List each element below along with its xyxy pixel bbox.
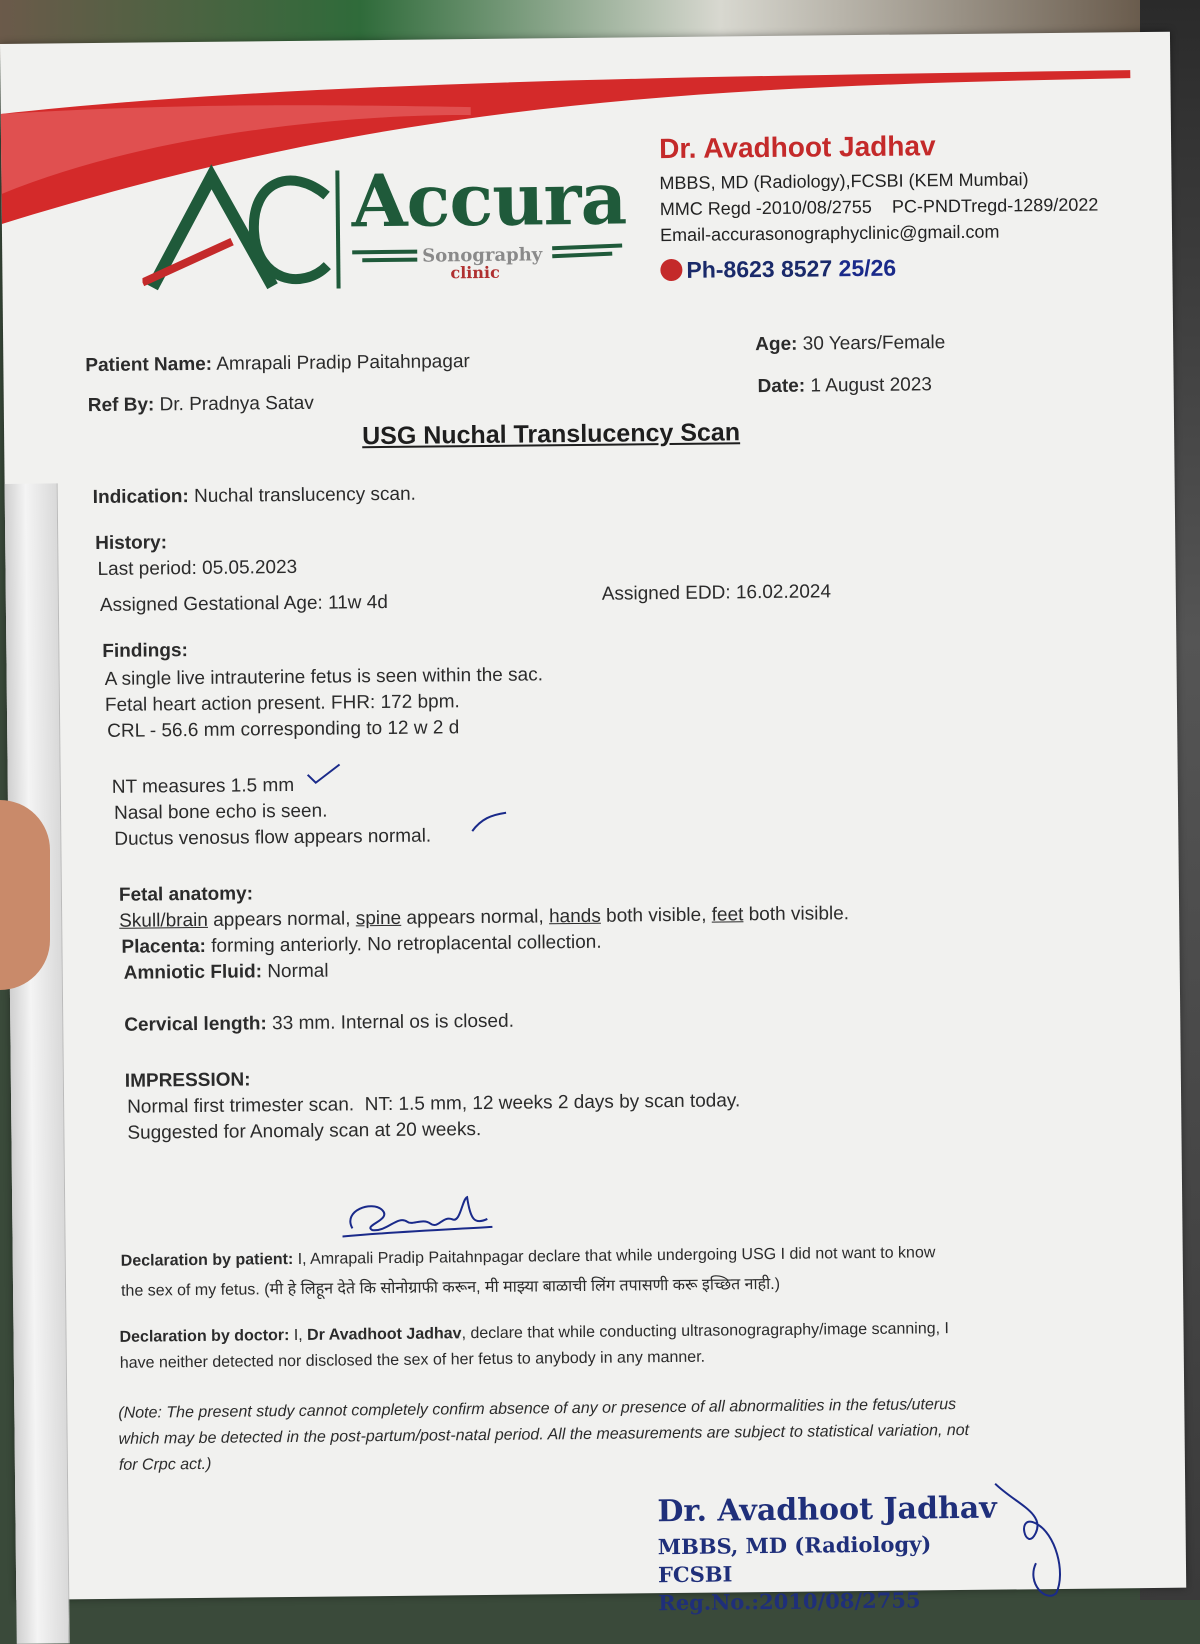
stamp-fcsbi: FCSBI — [657, 1561, 733, 1588]
phone-handwritten-suffix: 25/26 — [838, 254, 897, 282]
doctor-stamp — [657, 1489, 998, 1618]
last-period: Last period: 05.05.2023 — [97, 556, 298, 581]
indication-label: Indication: — [92, 486, 189, 509]
note-line: which may be detected in the post-partum/post-natal period. All the measurements are subject to statistical variation, not — [118, 1421, 970, 1448]
doctor-email: Email-accurasonographyclinic@gmail.com — [659, 221, 1000, 246]
finding-line: A single live intrauterine fetus is seen within the sac. — [104, 664, 544, 690]
ref-by: Dr. Pradnya Satav — [159, 392, 314, 416]
doctor-name: Dr. Avadhoot Jadhav — [658, 130, 936, 165]
patient-name-label: Patient Name: — [85, 353, 213, 377]
holding-thumb — [0, 800, 50, 990]
report-paper — [0, 32, 1186, 1616]
patient-signature — [342, 1179, 503, 1241]
indication: Nuchal translucency scan. — [193, 483, 416, 507]
doctor-declaration-text: I, — [289, 1326, 308, 1345]
doctor-declaration-text: , declare that while conducting ultrasonogragraphy/image scanning, I — [461, 1320, 949, 1343]
age-label: Age: — [755, 333, 798, 356]
placenta-row — [121, 932, 601, 959]
patient-declaration-label: Declaration by patient: — [120, 1250, 294, 1270]
doctor-registration: MMC Regd -2010/08/2755 PC-PNDTregd-1289/2022 — [659, 194, 1099, 220]
clinic-sub-sonography: Sonography — [422, 244, 543, 267]
nt-line: NT measures 1.5 mm — [111, 774, 295, 798]
anatomy-spine: spine — [355, 907, 402, 930]
patient-declaration-line: the sex of my fetus. (मी हे लिहून देते कि सोनोग्राफी करून, मी माझ्या बाळाची लिंग तपासणी करू इच्छित नाही.) — [120, 1275, 781, 1300]
patient-name-row — [85, 351, 470, 377]
history-label: History: — [95, 532, 168, 555]
placenta: forming anteriorly. No retroplacental collection. — [205, 931, 602, 957]
cervical-length: 33 mm. Internal os is closed. — [266, 1010, 515, 1035]
patient-declaration-line — [121, 1244, 936, 1271]
impression-line: Normal first trimester scan. NT: 1.5 mm, 12 weeks 2 days by scan today. — [127, 1090, 741, 1118]
doctor-declaration-label: Declaration by doctor: — [119, 1327, 290, 1346]
amniotic-fluid-row — [124, 961, 329, 985]
anatomy-hands: hands — [548, 905, 601, 928]
clinic-phone — [660, 255, 896, 284]
report-date: 1 August 2023 — [810, 374, 933, 397]
patient-name: Amrapali Pradip Paitahnpagar — [216, 351, 470, 375]
anatomy-text: both visible, — [600, 904, 712, 927]
report-title: USG Nuchal Translucency Scan — [361, 418, 741, 451]
doctor-qualification: MBBS, MD (Radiology),FCSBI (KEM Mumbai) — [659, 169, 1029, 194]
cervical-row — [124, 1011, 514, 1037]
phone-icon — [660, 259, 682, 281]
patient-declaration-text: I, Amrapali Pradip Paitahnpagar declare that while undergoing USG I did not want to know — [293, 1244, 936, 1268]
date-row — [758, 374, 933, 398]
anatomy-text: appears normal, — [401, 906, 550, 929]
doctor-declaration-name: Dr Avadhoot Jadhav — [307, 1325, 462, 1344]
cervical-label: Cervical length: — [124, 1013, 267, 1036]
fetal-anatomy-label: Fetal anatomy: — [118, 883, 254, 906]
impression-label: IMPRESSION: — [124, 1069, 251, 1092]
note-line: (Note: The present study cannot completely confirm absence of any or presence of all abnormalities in the fetus/uterus — [118, 1396, 957, 1422]
date-label: Date: — [757, 375, 806, 398]
stamp-reg: Reg.No.:2010/08/2755 — [658, 1587, 921, 1616]
phone-number: Ph-8623 8527 — [686, 255, 833, 283]
clinic-sub-clinic: clinic — [450, 262, 500, 283]
anatomy-text: appears normal, — [207, 908, 356, 931]
assigned-edd: Assigned EDD: 16.02.2024 — [601, 581, 832, 605]
ref-by-label: Ref By: — [87, 394, 155, 417]
note-line: for Crpc act.) — [118, 1455, 212, 1474]
anatomy-feet: feet — [711, 904, 744, 926]
anatomy-skull: Skull/brain — [119, 909, 209, 932]
doctor-declaration-line — [119, 1320, 949, 1347]
doctor-signature — [985, 1473, 1096, 1604]
nt-line: Nasal bone echo is seen. — [113, 800, 328, 824]
amniotic-fluid: Normal — [261, 960, 329, 983]
impression-line: Suggested for Anomaly scan at 20 weeks. — [127, 1119, 482, 1144]
placenta-label: Placenta: — [121, 935, 207, 958]
indication-row — [93, 484, 416, 509]
binder-clip — [5, 483, 70, 1643]
anatomy-text: both visible. — [743, 903, 850, 926]
finding-line: Fetal heart action present. FHR: 172 bpm. — [104, 691, 460, 716]
fetal-anatomy-line — [119, 903, 849, 933]
nt-line: Ductus venosus flow appears normal. — [114, 825, 432, 850]
clinic-name: Accura — [351, 155, 627, 244]
amniotic-fluid-label: Amniotic Fluid: — [123, 961, 263, 984]
findings-label: Findings: — [102, 640, 188, 662]
age-row — [755, 332, 945, 356]
stamp-qualification: MBBS, MD (Radiology) — [657, 1530, 932, 1559]
stamp-name: Dr. Avadhoot Jadhav — [657, 1490, 997, 1530]
finding-line: CRL - 56.6 mm corresponding to 12 w 2 d — [107, 717, 460, 742]
handwritten-checkmarks — [306, 759, 517, 851]
doctor-declaration-line: have neither detected nor disclosed the sex of her fetus to anybody in any manner. — [119, 1348, 706, 1372]
ref-by-row — [88, 393, 314, 417]
gestational-age: Assigned Gestational Age: 11w 4d — [99, 591, 388, 616]
age: 30 Years/Female — [802, 332, 946, 355]
